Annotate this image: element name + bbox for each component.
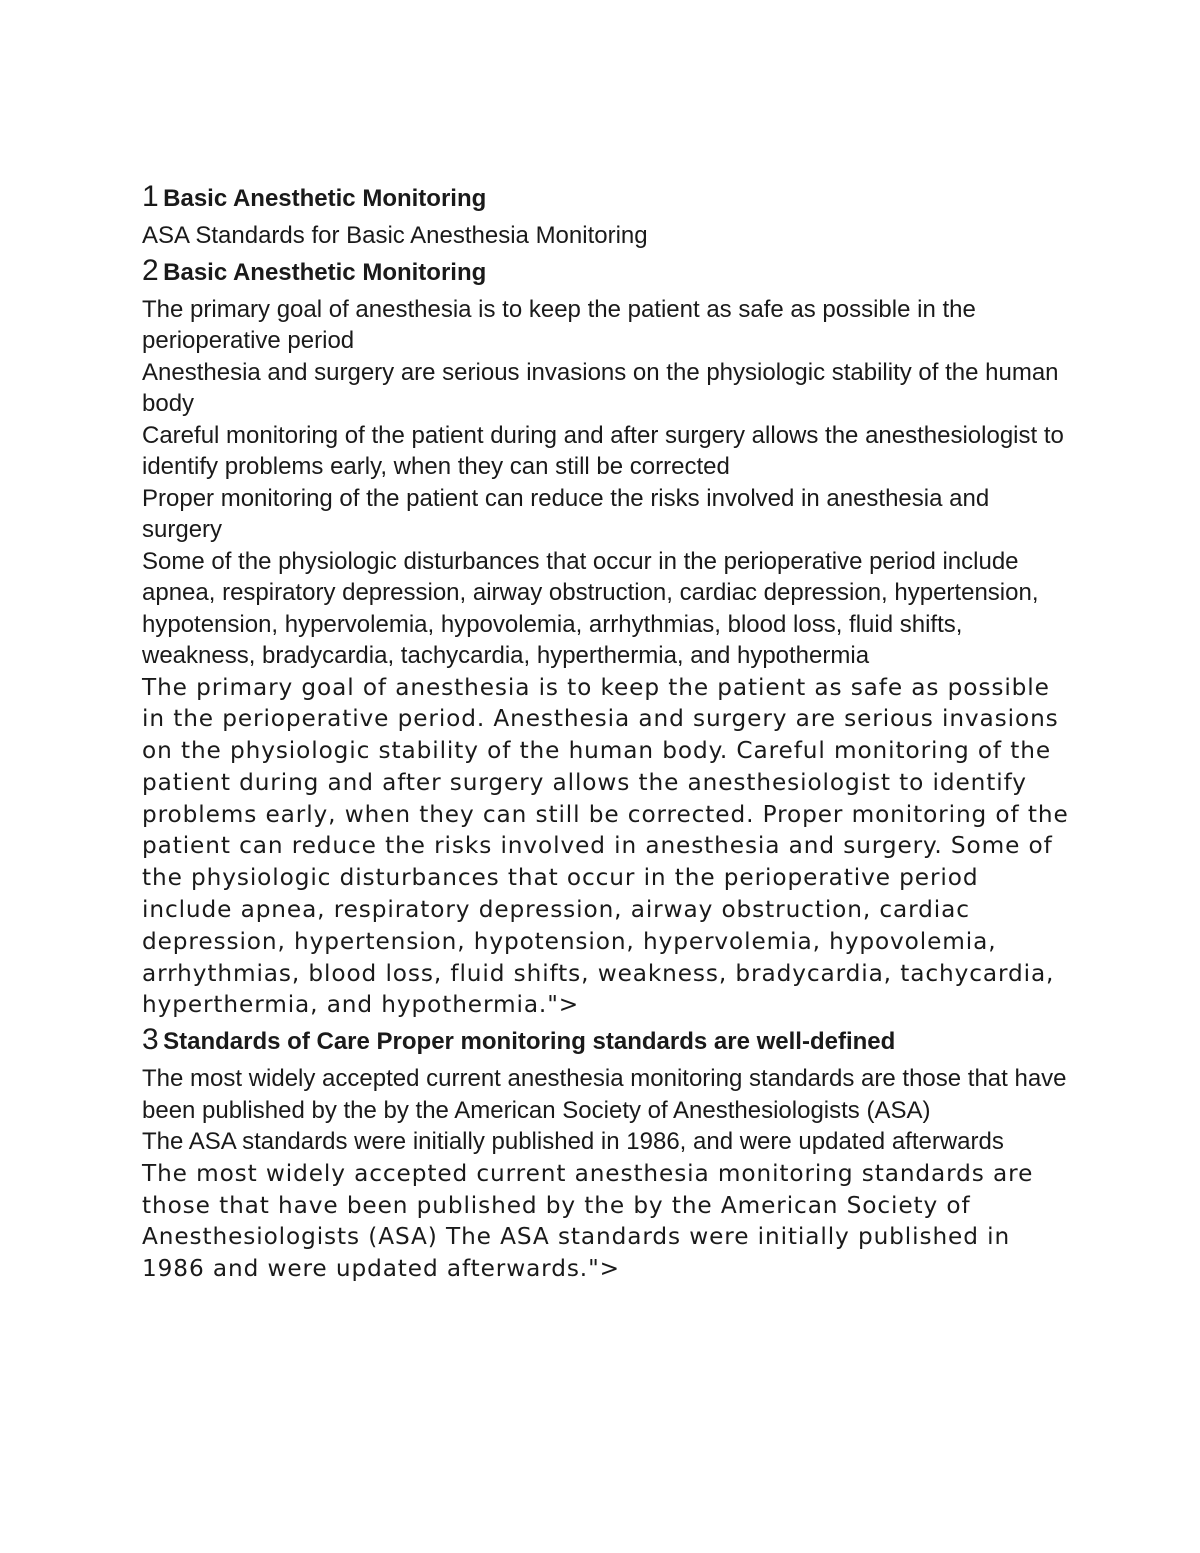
section-line: ASA Standards for Basic Anesthesia Monitoring [142,222,648,249]
section-heading [142,178,1072,220]
section-line: The most widely accepted current anesthesia monitoring standards are those that have been published by the by the American Society of Anesthesiologists (ASA) [142,1065,1067,1124]
section-line: Anesthesia and surgery are serious invasions on the physiologic stability of the human body [142,358,1059,417]
section-summary: The primary goal of anesthesia is to keep the patient as safe as possible in the perioperative period. Anesthesia and surgery are serious invasions on the physiologic stability of the human body. Careful monitoring of the patient during and after surgery allows the anesthesiologist to identify problems early, when they can still be corrected. Proper monitoring of the patient can reduce the risks involved in anesthesia and surgery. Some of the physiologic disturbances that occur in the perioperative period include apnea, respiratory depression, airway obstruction, cardiac depression, hypertension, hypotension, hypervolemia, hypovolemia, arrhythmias, blood loss, fluid shifts, weakness, bradycardia, tachycardia, hyperthermia, and hypothermia."> [142,673,1069,1019]
section-title: Basic Anesthetic Monitoring [163,185,487,212]
section-line: The primary goal of anesthesia is to keep the patient as safe as possible in the perioperative period [142,295,976,354]
section-1 [142,178,1072,252]
section-title: Basic Anesthetic Monitoring [163,258,487,286]
section-title: Standards of Care Proper monitoring standards are well-defined [163,1028,896,1056]
section-2 [142,252,1072,1022]
section-line: Careful monitoring of the patient during and after surgery allows the anesthesiologist to identify problems early, when they can still be corrected [142,421,1064,480]
section-heading [142,1021,1072,1063]
section-number: 2 [142,253,159,287]
document-page [142,170,1072,1285]
section-line: The ASA standards were initially published in 1986, and were updated afterwards [142,1128,1004,1156]
section-line: Proper monitoring of the patient can reduce the risks involved in anesthesia and surgery [142,484,990,543]
section-number: 3 [142,1023,159,1057]
section-heading [142,252,1072,294]
section-3 [142,1021,1072,1285]
section-number: 1 [142,180,159,213]
section-line: Some of the physiologic disturbances that occur in the perioperative period include apnea, respiratory depression, airway obstruction, cardiac depression, hypertension, hypotension, hypervolemia, hypovolemia, arrhythmias, blood loss, fluid shifts, weakness, bradycardia, tachycardia, hyperthermia, and hypothermia [142,547,1039,669]
section-summary: The most widely accepted current anesthesia monitoring standards are those that have been published by the by the American Society of Anesthesiologists (ASA) The ASA standards were initially published in 1986 and were updated afterwards."> [142,1159,1034,1283]
